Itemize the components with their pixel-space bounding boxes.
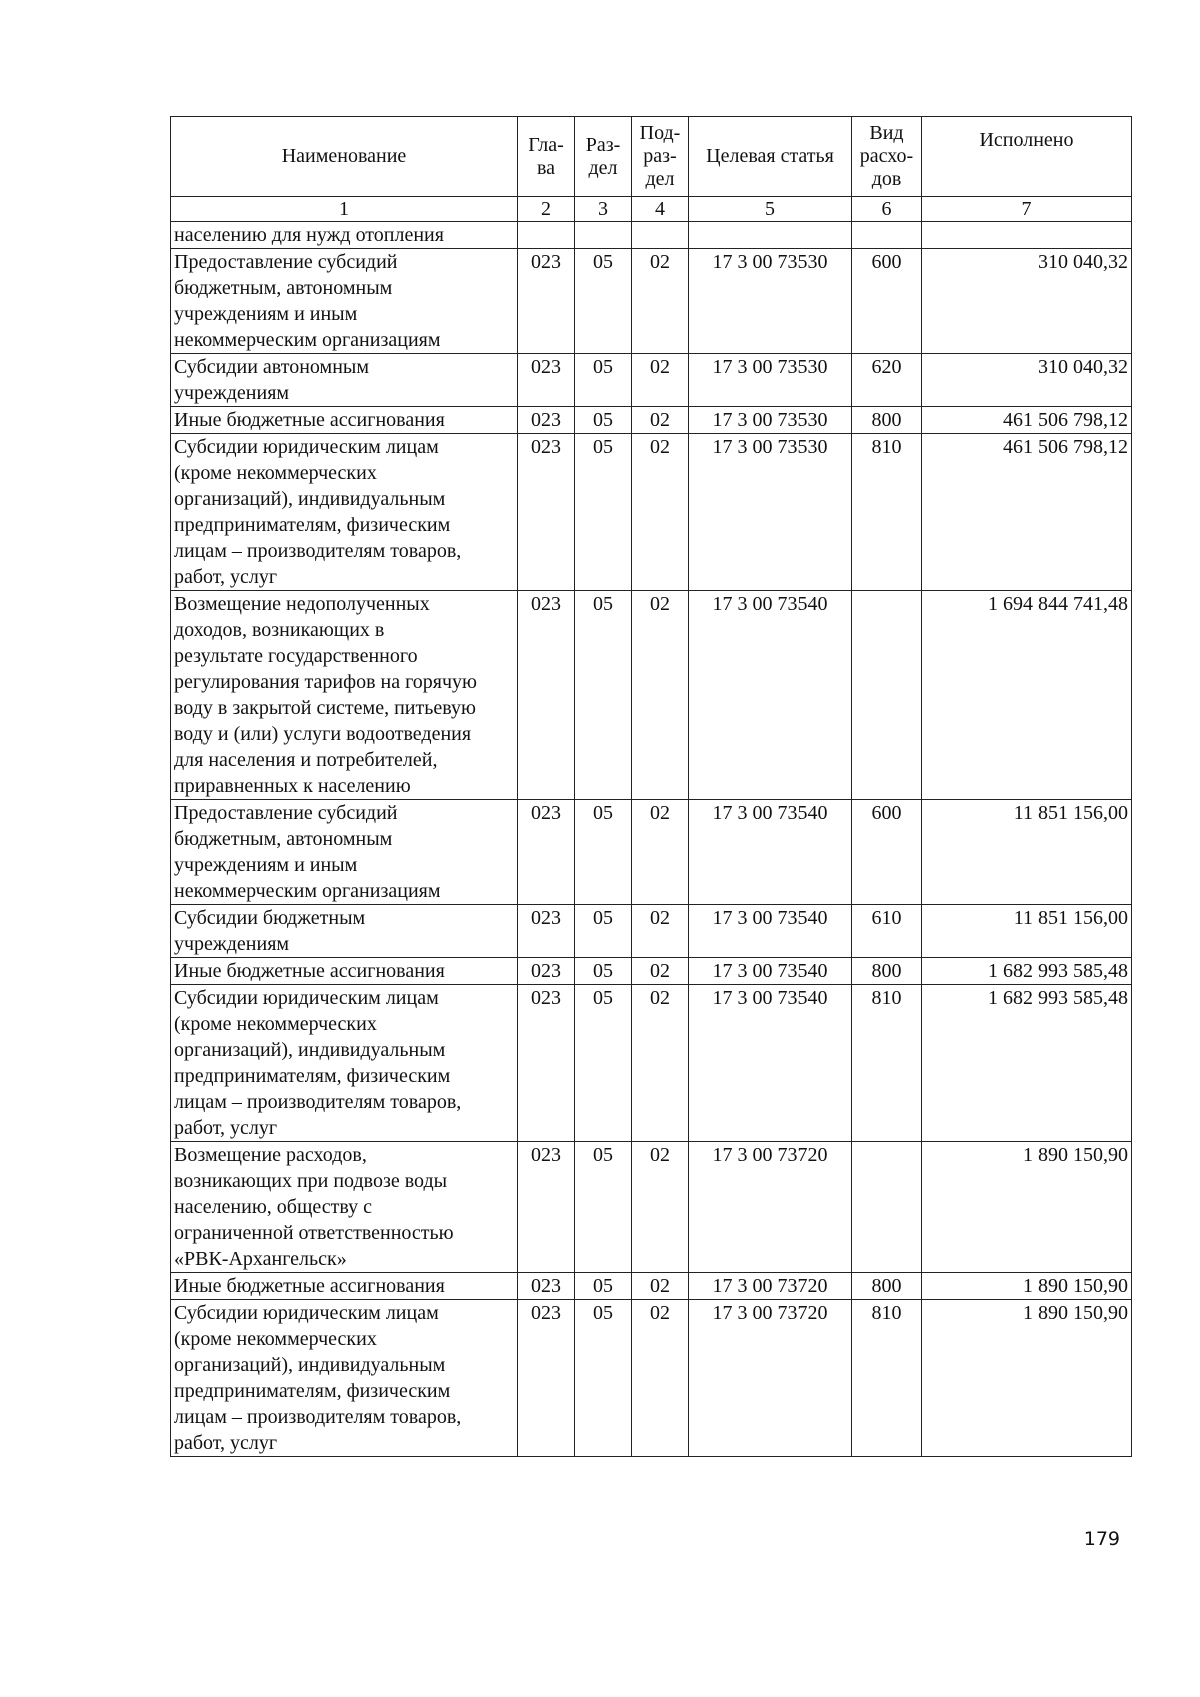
cell-section: 05 bbox=[575, 1300, 632, 1457]
cell-target: 17 3 00 73530 bbox=[689, 354, 852, 407]
cell-name: Предоставление субсидий бюджетным, автономным учреждениям и иным некоммерческим организациям bbox=[171, 800, 518, 905]
cell-exptype bbox=[852, 591, 922, 800]
cell-chapter: 023 bbox=[518, 591, 575, 800]
cell-section: 05 bbox=[575, 591, 632, 800]
cell-chapter: 023 bbox=[518, 958, 575, 985]
cell-subsection: 02 bbox=[632, 800, 689, 905]
table-body bbox=[171, 222, 1132, 1457]
cell-name: Иные бюджетные ассигнования bbox=[171, 407, 518, 434]
cell-section: 05 bbox=[575, 354, 632, 407]
cell-executed: 11 851 156,00 bbox=[922, 905, 1132, 958]
cell-exptype: 810 bbox=[852, 985, 922, 1142]
cell-name: Иные бюджетные ассигнования bbox=[171, 1273, 518, 1300]
cell-name: Иные бюджетные ассигнования bbox=[171, 958, 518, 985]
cell-name: Субсидии юридическим лицам (кроме некоммерческих организаций), индивидуальным предпринимателям, физическим лицам – производителям товаров, работ, услуг bbox=[171, 985, 518, 1142]
cell-exptype: 620 bbox=[852, 354, 922, 407]
cell-exptype: 600 bbox=[852, 249, 922, 354]
table-row bbox=[171, 905, 1132, 958]
cell-subsection: 02 bbox=[632, 407, 689, 434]
cell-name: Субсидии юридическим лицам (кроме некоммерческих организаций), индивидуальным предпринимателям, физическим лицам – производителям товаров, работ, услуг bbox=[171, 434, 518, 591]
cell-target: 17 3 00 73540 bbox=[689, 958, 852, 985]
budget-table bbox=[170, 116, 1132, 1457]
cell-subsection: 02 bbox=[632, 985, 689, 1142]
cell-name: Субсидии юридическим лицам (кроме некоммерческих организаций), индивидуальным предпринимателям, физическим лицам – производителям товаров, работ, услуг bbox=[171, 1300, 518, 1457]
cell-target: 17 3 00 73540 bbox=[689, 985, 852, 1142]
cell-executed: 461 506 798,12 bbox=[922, 407, 1132, 434]
cell-chapter: 023 bbox=[518, 800, 575, 905]
cell-section bbox=[575, 222, 632, 249]
header-chapter: Гла- ва bbox=[518, 117, 575, 197]
cell-subsection: 02 bbox=[632, 905, 689, 958]
cell-section: 05 bbox=[575, 407, 632, 434]
cell-executed: 1 890 150,90 bbox=[922, 1273, 1132, 1300]
table-row bbox=[171, 434, 1132, 591]
column-number: 2 bbox=[518, 197, 575, 222]
header-name: Наименование bbox=[171, 117, 518, 197]
cell-chapter: 023 bbox=[518, 354, 575, 407]
cell-target: 17 3 00 73540 bbox=[689, 905, 852, 958]
cell-name: населению для нужд отопления bbox=[171, 222, 518, 249]
header-target: Целевая статья bbox=[689, 117, 852, 197]
column-numbers-row bbox=[171, 197, 1132, 222]
cell-section: 05 bbox=[575, 985, 632, 1142]
cell-section: 05 bbox=[575, 249, 632, 354]
cell-executed: 1 890 150,90 bbox=[922, 1142, 1132, 1273]
header-row bbox=[171, 117, 1132, 197]
table-row bbox=[171, 249, 1132, 354]
cell-target: 17 3 00 73540 bbox=[689, 591, 852, 800]
table-row bbox=[171, 800, 1132, 905]
cell-subsection: 02 bbox=[632, 249, 689, 354]
header-executed: Исполнено bbox=[922, 117, 1132, 197]
table-row bbox=[171, 222, 1132, 249]
cell-target bbox=[689, 222, 852, 249]
cell-executed: 461 506 798,12 bbox=[922, 434, 1132, 591]
cell-executed: 1 694 844 741,48 bbox=[922, 591, 1132, 800]
column-number: 1 bbox=[171, 197, 518, 222]
cell-chapter: 023 bbox=[518, 434, 575, 591]
cell-name: Возмещение недополученных доходов, возникающих в результате государственного регулирования тарифов на горячую воду в закрытой системе, питьевую воду и (или) услуги водоотведения для населения и потребителей, приравненных к населению bbox=[171, 591, 518, 800]
cell-name: Возмещение расходов, возникающих при подвозе воды населению, обществу с ограниченной ответственностью «РВК-Архангельск» bbox=[171, 1142, 518, 1273]
column-number: 4 bbox=[632, 197, 689, 222]
table-row bbox=[171, 958, 1132, 985]
cell-target: 17 3 00 73530 bbox=[689, 249, 852, 354]
column-number: 6 bbox=[852, 197, 922, 222]
cell-subsection: 02 bbox=[632, 1300, 689, 1457]
cell-subsection: 02 bbox=[632, 1273, 689, 1300]
cell-chapter: 023 bbox=[518, 407, 575, 434]
cell-section: 05 bbox=[575, 1273, 632, 1300]
cell-name: Субсидии бюджетным учреждениям bbox=[171, 905, 518, 958]
column-number: 5 bbox=[689, 197, 852, 222]
cell-chapter: 023 bbox=[518, 1142, 575, 1273]
header-exptype: Вид расхо- дов bbox=[852, 117, 922, 197]
cell-subsection: 02 bbox=[632, 1142, 689, 1273]
cell-section: 05 bbox=[575, 905, 632, 958]
cell-exptype: 800 bbox=[852, 1273, 922, 1300]
cell-chapter: 023 bbox=[518, 1300, 575, 1457]
cell-chapter: 023 bbox=[518, 985, 575, 1142]
header-section: Раз- дел bbox=[575, 117, 632, 197]
cell-name: Субсидии автономным учреждениям bbox=[171, 354, 518, 407]
cell-target: 17 3 00 73720 bbox=[689, 1300, 852, 1457]
table-row bbox=[171, 1273, 1132, 1300]
cell-exptype: 600 bbox=[852, 800, 922, 905]
cell-subsection: 02 bbox=[632, 591, 689, 800]
cell-exptype: 800 bbox=[852, 407, 922, 434]
cell-exptype bbox=[852, 1142, 922, 1273]
cell-executed: 1 682 993 585,48 bbox=[922, 958, 1132, 985]
table-row bbox=[171, 407, 1132, 434]
cell-executed: 1 890 150,90 bbox=[922, 1300, 1132, 1457]
column-number: 3 bbox=[575, 197, 632, 222]
header-subsection: Под- раз- дел bbox=[632, 117, 689, 197]
cell-name: Предоставление субсидий бюджетным, автономным учреждениям и иным некоммерческим организациям bbox=[171, 249, 518, 354]
cell-executed bbox=[922, 222, 1132, 249]
cell-target: 17 3 00 73530 bbox=[689, 407, 852, 434]
cell-chapter: 023 bbox=[518, 905, 575, 958]
cell-target: 17 3 00 73540 bbox=[689, 800, 852, 905]
cell-chapter: 023 bbox=[518, 1273, 575, 1300]
table-row bbox=[171, 354, 1132, 407]
cell-section: 05 bbox=[575, 800, 632, 905]
table-row bbox=[171, 591, 1132, 800]
table-row bbox=[171, 1300, 1132, 1457]
cell-executed: 11 851 156,00 bbox=[922, 800, 1132, 905]
cell-section: 05 bbox=[575, 434, 632, 591]
cell-executed: 310 040,32 bbox=[922, 249, 1132, 354]
cell-executed: 310 040,32 bbox=[922, 354, 1132, 407]
table-row bbox=[171, 1142, 1132, 1273]
cell-executed: 1 682 993 585,48 bbox=[922, 985, 1132, 1142]
page-number: 179 bbox=[1083, 1528, 1120, 1550]
cell-subsection: 02 bbox=[632, 958, 689, 985]
cell-chapter bbox=[518, 222, 575, 249]
cell-subsection: 02 bbox=[632, 434, 689, 591]
cell-exptype: 800 bbox=[852, 958, 922, 985]
cell-target: 17 3 00 73530 bbox=[689, 434, 852, 591]
cell-target: 17 3 00 73720 bbox=[689, 1273, 852, 1300]
cell-exptype: 810 bbox=[852, 1300, 922, 1457]
cell-exptype: 810 bbox=[852, 434, 922, 591]
cell-exptype bbox=[852, 222, 922, 249]
column-number: 7 bbox=[922, 197, 1132, 222]
cell-section: 05 bbox=[575, 958, 632, 985]
cell-subsection bbox=[632, 222, 689, 249]
cell-target: 17 3 00 73720 bbox=[689, 1142, 852, 1273]
table-row bbox=[171, 985, 1132, 1142]
cell-subsection: 02 bbox=[632, 354, 689, 407]
cell-exptype: 610 bbox=[852, 905, 922, 958]
cell-chapter: 023 bbox=[518, 249, 575, 354]
cell-section: 05 bbox=[575, 1142, 632, 1273]
